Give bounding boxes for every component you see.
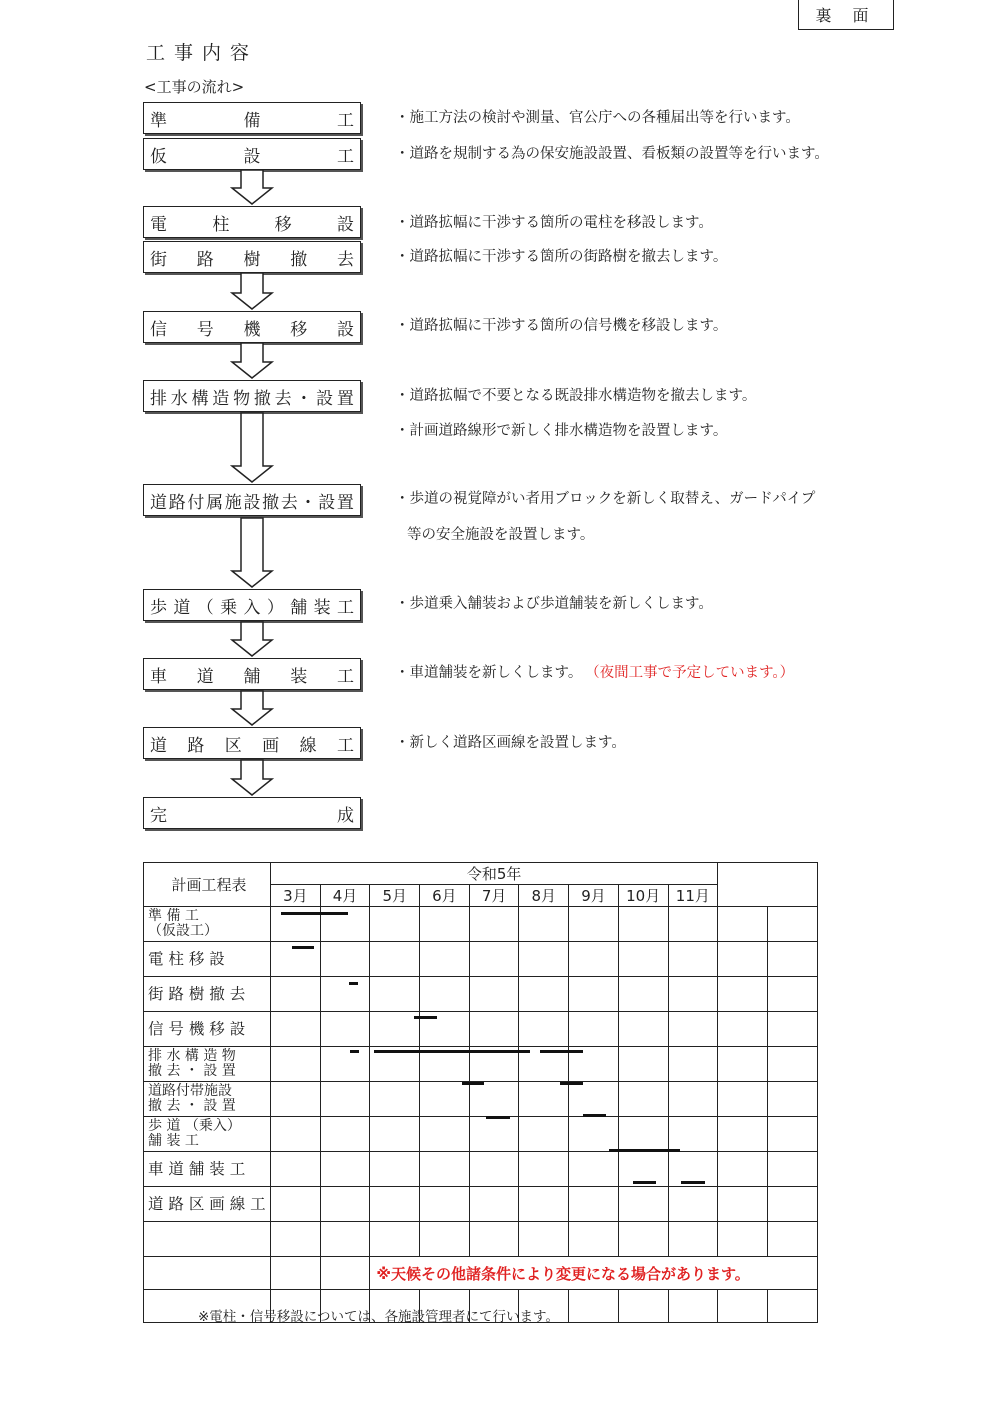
flow-step-char: 造: [212, 388, 230, 409]
row-label-line1: 道 路 区 画 線 工: [148, 1194, 266, 1213]
flow-step-char: 置: [336, 492, 354, 513]
flow-step-char: 工: [337, 110, 354, 131]
description-drain-install: ・計画道路線形で新しく排水構造物を設置します。: [395, 423, 728, 439]
row-label-line1: 歩 道 （乗入）: [148, 1118, 241, 1134]
month-header: 9月: [569, 885, 619, 907]
footnote: ※電柱・信号移設については、各施設管理者にて行います。: [198, 1309, 559, 1325]
flow-step-char: 機: [243, 319, 261, 340]
flow-step-char: 物: [233, 388, 251, 409]
flow-step-char: 道: [150, 492, 167, 513]
flow-step-char: 撤: [253, 388, 271, 409]
flow-step-char: 区: [224, 735, 242, 756]
flow-step-char: 設: [243, 492, 261, 513]
month-header: 11月: [668, 885, 718, 907]
schedule-bar: [349, 982, 358, 985]
flow-step-char: 備: [243, 110, 261, 131]
row-label-line1: 電 柱 移 設: [148, 949, 225, 968]
flow-step-char: 舗: [290, 597, 308, 618]
page-title: 工事内容: [146, 42, 259, 64]
flow-step-char: 施: [224, 492, 242, 513]
flow-step-char: 完: [150, 805, 167, 826]
flow-step-char: 工: [336, 735, 354, 756]
schedule-title: 計画工程表: [144, 863, 271, 907]
flow-step-char: 設: [318, 492, 336, 513]
schedule-bar: [540, 1050, 583, 1053]
flow-step-char: 路: [196, 249, 214, 270]
flow-step-char: 歩: [150, 597, 167, 618]
flow-step-char: （: [196, 597, 214, 618]
flow-step-char: 撤: [262, 492, 280, 513]
flow-step-char: 工: [337, 666, 354, 687]
down-arrow-icon: [232, 343, 272, 378]
schedule-bar: [633, 1181, 656, 1184]
schedule-bar: [462, 1082, 484, 1085]
schedule-bar: [486, 1116, 510, 1119]
description-trees: ・道路拡幅に干渉する箇所の街路樹を撤去します。: [395, 249, 728, 265]
schedule-bar: [609, 1149, 680, 1152]
schedule-bar: [560, 1082, 583, 1085]
flow-step-char: 撤: [290, 249, 308, 270]
flow-step-char: 乗: [220, 597, 238, 618]
flow-step-char: 号: [196, 319, 214, 340]
down-arrow-icon: [232, 518, 272, 587]
row-label-line2: （仮設工）: [148, 923, 218, 939]
flow-step-char: 装: [313, 597, 331, 618]
flow-step-char: 設: [316, 388, 334, 409]
row-label-line1: 信 号 機 移 設: [148, 1019, 246, 1038]
schedule-bar: [681, 1181, 705, 1184]
schedule-row-label: [144, 1257, 271, 1290]
description-roadway: ・車道舗装を新しくします。 （夜間工事で予定しています。）: [395, 665, 795, 681]
flow-step-char: 道: [196, 666, 214, 687]
description-signal: ・道路拡幅に干渉する箇所の信号機を移設します。: [395, 318, 728, 334]
flow-step-char: ）: [266, 597, 284, 618]
flow-step-char: 水: [170, 388, 188, 409]
schedule-bar: [374, 1050, 530, 1053]
row-label-line1: 車 道 舗 装 工: [148, 1159, 246, 1178]
flow-step-char: 路: [187, 735, 205, 756]
schedule-bar: [350, 1050, 359, 1053]
down-arrow-icon: [232, 273, 272, 309]
flow-step-char: 準: [150, 110, 167, 131]
row-label-line1: 準 備 工: [148, 908, 199, 924]
flow-step-char: 移: [274, 214, 292, 235]
flow-step-char: 樹: [243, 249, 261, 270]
flow-step-char: 道: [173, 597, 191, 618]
schedule-row-label: [144, 1152, 271, 1187]
flow-step-char: 工: [337, 597, 354, 618]
month-header: 3月: [271, 885, 321, 907]
flow-step-char: 入: [243, 597, 261, 618]
flow-step-char: 画: [262, 735, 280, 756]
description-road-facilities-1: ・歩道の視覚障がい者用ブロックを新しく取替え、ガードパイプ: [395, 491, 816, 507]
row-label-line1: 街 路 樹 撤 去: [148, 984, 246, 1003]
schedule-row-label: [144, 942, 271, 977]
flow-step-char: 置: [336, 388, 354, 409]
month-header: 6月: [420, 885, 470, 907]
flow-step-char: 去: [274, 388, 292, 409]
flow-step-char: ・: [299, 492, 317, 513]
flow-step-char: 設: [336, 214, 354, 235]
flow-step-char: 柱: [212, 214, 230, 235]
row-label-line1: 排 水 構 造 物: [148, 1048, 236, 1064]
flow-step-char: 移: [290, 319, 308, 340]
schedule-row-label: [144, 977, 271, 1012]
description-drain-remove: ・道路拡幅で不要となる既設排水構造物を撤去します。: [395, 388, 757, 404]
description-lane-markings: ・新しく道路区画線を設置します。: [395, 735, 626, 751]
schedule-bar: [583, 1114, 606, 1117]
schedule-row-label: [144, 1117, 271, 1152]
down-arrow-icon: [232, 760, 272, 795]
down-arrow-icon: [232, 622, 272, 656]
flow-step-char: 線: [299, 735, 317, 756]
flow-step-char: 路: [168, 492, 186, 513]
row-label-line2: 撤 去 ・ 設 置: [148, 1098, 236, 1114]
page-side-badge: 裏 面: [798, 0, 894, 30]
flow-step-char: 付: [187, 492, 205, 513]
row-label-line1: 道路付帯施設: [148, 1083, 232, 1099]
row-label-line2: 撤 去 ・ 設 置: [148, 1063, 236, 1079]
flow-step-char: 道: [150, 735, 167, 756]
description-pole: ・道路拡幅に干渉する箇所の電柱を移設します。: [395, 215, 713, 231]
schedule-bar: [281, 912, 348, 915]
month-header: 5月: [370, 885, 420, 907]
flow-step-char: 排: [150, 388, 167, 409]
schedule-row-label: [144, 1222, 271, 1257]
year-header: 令和5年: [271, 863, 718, 885]
month-header: 10月: [618, 885, 668, 907]
flow-step-char: 車: [150, 666, 167, 687]
flow-step-char: 設: [243, 146, 261, 167]
description-temporary: ・道路を規制する為の保安施設設置、看板類の設置等を行います。: [395, 146, 829, 162]
month-header: 4月: [320, 885, 370, 907]
schedule-row-label: [144, 1047, 271, 1082]
schedule-row-label: [144, 1082, 271, 1117]
flow-step-char: 属: [206, 492, 224, 513]
weather-note: ※天候その他諸条件により変更になる場合があります。: [370, 1257, 817, 1290]
down-arrow-icon: [232, 413, 272, 482]
flow-step-char: 電: [150, 214, 167, 235]
flow-step-char: 信: [150, 319, 167, 340]
description-sidewalk: ・歩道乗入舗装および歩道舗装を新しくします。: [395, 596, 713, 612]
flow-subtitle: <工事の流れ>: [144, 78, 245, 96]
schedule-row-label: [144, 907, 271, 942]
flow-step-char: 去: [280, 492, 298, 513]
row-label-line2: 舗 装 工: [148, 1133, 199, 1149]
down-arrow-icon: [232, 691, 272, 725]
schedule-bar: [292, 946, 314, 949]
schedule-bar: [414, 1016, 437, 1019]
flow-step-char: 舗: [243, 666, 261, 687]
description-prep: ・施工方法の検討や測量、官公庁への各種届出等を行います。: [395, 110, 800, 126]
flow-step-char: 街: [150, 249, 167, 270]
flow-step-char: 設: [337, 319, 354, 340]
down-arrow-icon: [232, 170, 272, 204]
flow-step-char: ・: [295, 388, 313, 409]
flow-step-char: 成: [337, 805, 354, 826]
month-header: 7月: [469, 885, 519, 907]
flow-step-char: 仮: [150, 146, 167, 167]
schedule-row-label: [144, 1187, 271, 1222]
schedule-table: [143, 862, 818, 1323]
flow-step-char: 装: [290, 666, 308, 687]
schedule-row-label: [144, 1012, 271, 1047]
flow-step-char: 工: [337, 146, 354, 167]
flow-step-char: 去: [337, 249, 354, 270]
description-road-facilities-2: 等の安全施設を設置します。: [407, 527, 595, 543]
night-work-note: （夜間工事で予定しています。）: [592, 665, 795, 681]
month-header: 8月: [519, 885, 569, 907]
flow-step-char: 構: [191, 388, 209, 409]
